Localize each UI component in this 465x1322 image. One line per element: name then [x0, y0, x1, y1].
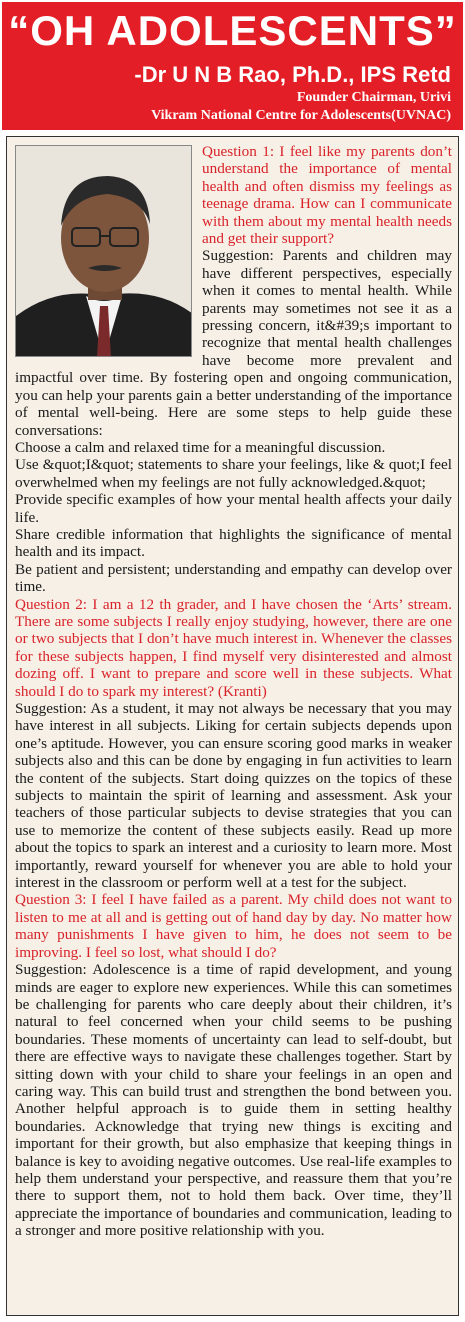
author-name: -Dr U N B Rao, Ph.D., IPS Retd — [134, 62, 451, 87]
question-3: Question 3: I feel I have failed as a parent. My child does not want to listen to me at all and is getting out of hand day by day. No matter how many punishments I have given to him, he does not seem to be improving. I feel so lost, what should I do? — [15, 891, 452, 961]
tip-3: Provide specific examples of how your mental health affects your daily life. — [15, 491, 452, 526]
tip-1: Choose a calm and relaxed time for a meaningful discussion. — [15, 438, 386, 456]
article-body — [6, 136, 459, 1316]
column-title: “OH ADOLESCENTS” — [8, 7, 457, 54]
question-1: Question 1: I feel like my parents don’t understand the importance of mental health and often dismiss my feelings as teenage drama. How can I communicate with them about my mental health needs and get their support? — [202, 143, 452, 248]
suggestion-1: Suggestion: Parents and children may have different perspectives, especially when it comes to mental health. While parents may sometimes not see it as a pressing concern, it&#39;s important to recognize that mental health challenges have become more prevalent and impactful over time. By fostering open and ongoing communication, you can help your parents gain a better understanding of the importance of mental well-being. Here are some steps to help guide these conversations: — [15, 247, 452, 439]
question-2: Question 2: I am a 12 th grader, and I have chosen the ‘Arts’ stream. There are some subjects I really enjoy studying, however, there are one or two subjects that I don’t have much interest in. Whenever the classes for these subjects happen, I find myself very disinterested and almost dozing off. I want to prepare and score well in these subjects. What should I do to spark my interest? (Kranti) — [15, 595, 452, 700]
tip-4: Share credible information that highlights the significance of mental health and its impact. — [15, 525, 452, 561]
tip-5: Be patient and persistent; understanding and empathy can develop over time. — [15, 560, 452, 596]
author-portrait-icon — [15, 145, 192, 357]
suggestion-3: Suggestion: Adolescence is a time of rapid development, and young minds are eager to explore new experiences. While this can sometimes be challenging for parents who care deeply about their children, it’s natural to feel concerned when your child seems to be pushing boundaries. These moments of uncertainty can lead to self-doubt, but there are effective ways to navigate these challenges together. Start by sitting down with your child to share your feelings in an open and caring way. This can build trust and strengthen the bond between you. Another helpful approach is to guide them in setting healthy boundaries. Acknowledge that trying new things is exciting and important for their growth, but also emphasize that keeping things in balance is key to avoiding negative outcomes. Use real-life examples to help them understand your perspective, and reassure them that you’re there to support them, not to hold them back. Over time, they’ll appreciate the importance of boundaries and communication, leading to a stronger and more positive relationship with you. — [15, 961, 452, 1240]
author-role: Founder Chairman, Urivi — [296, 90, 451, 105]
suggestion-2: Suggestion: As a student, it may not always be necessary that you may have interest in all subjects. Liking for certain subjects depends upon one’s aptitude. However, you can ensure scoring good marks in weaker subjects also and this can be done by engaging in fun activities to learn the content of the subjects. Start doing quizzes on the topics of these subjects to maintain the spirit of learning and assessment. Ask your teachers of those particular subjects to devise strategies that you can use to memorize the content of these subjects easily. Read up more about the topics to spark an interest and a curiosity to learn more. Most importantly, reward yourself for whenever you are able to hold your interest in the classroom or perform well at a test for the subject. — [15, 700, 452, 892]
tip-2: Use &quot;I&quot; statements to share your feelings, like & quot;I feel overwhelmed when my feelings are not fully acknowledged.&quot; — [15, 456, 452, 491]
author-organization: Vikram National Centre for Adolescents(UVNAC) — [151, 108, 451, 123]
article-header — [2, 2, 463, 130]
portrait-graphic — [16, 146, 192, 357]
article-text — [15, 143, 452, 1240]
